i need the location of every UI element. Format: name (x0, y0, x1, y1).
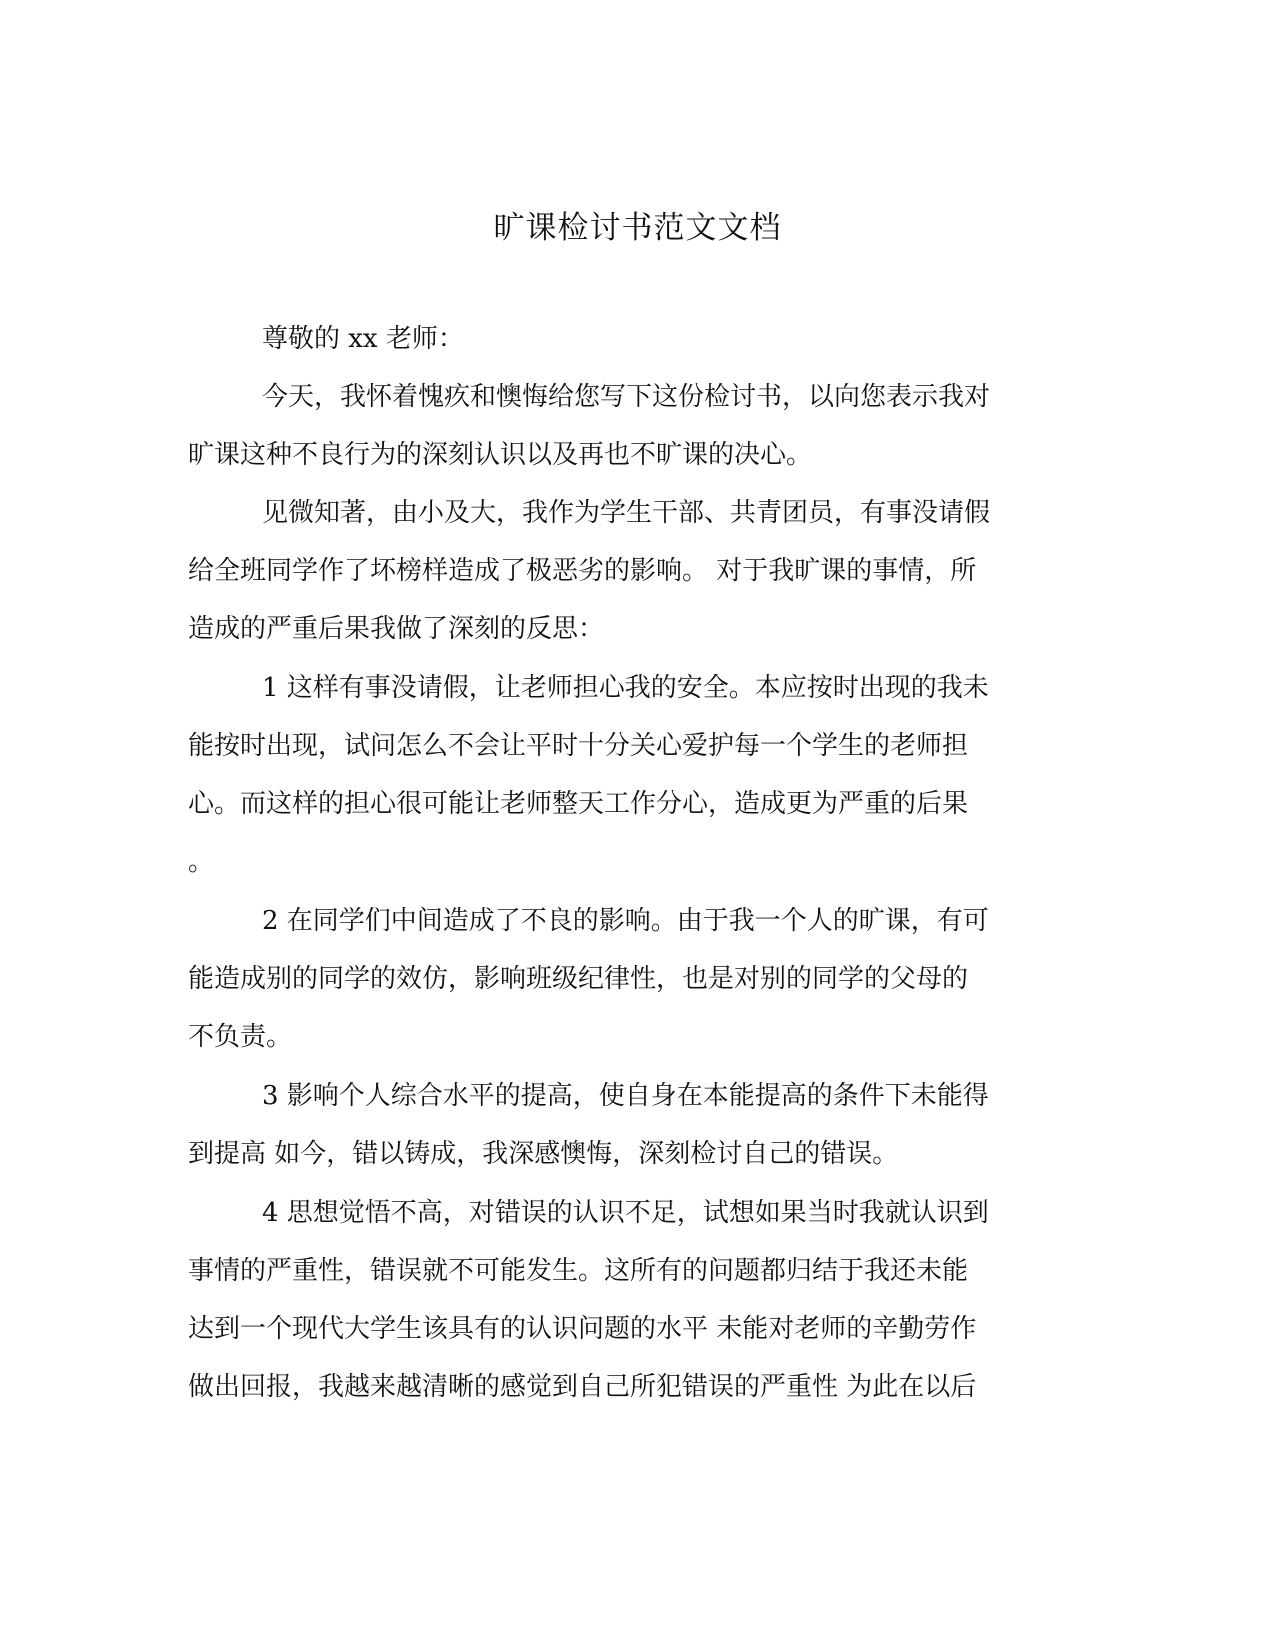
body-line: 3 影响个人综合水平的提高，使自身在本能提高的条件下未能得 (262, 1081, 989, 1111)
body-line: 见微知著，由小及大，我作为学生干部、共青团员，有事没请假 (262, 498, 991, 528)
body-line: 今天，我怀着愧疚和懊悔给您写下这份检讨书，以向您表示我对 (262, 382, 991, 412)
body-line: 2 在同学们中间造成了不良的影响。由于我一个人的旷课，有可 (262, 906, 989, 936)
body-line: 做出回报，我越来越清晰的感觉到自己所犯错误的严重性 为此在以后 (188, 1372, 977, 1402)
body-line: 心。而这样的担心很可能让老师整天工作分心，造成更为严重的后果 (188, 789, 969, 819)
body-line: 到提高 如今，错以铸成，我深感懊悔，深刻检讨自己的错误。 (188, 1139, 899, 1169)
body-line: 能按时出现，试问怎么不会让平时十分关心爱护每一个学生的老师担 (188, 731, 969, 761)
body-line: 1 这样有事没请假，让老师担心我的安全。本应按时出现的我未 (262, 673, 989, 703)
body-line: 造成的严重后果我做了深刻的反思： (188, 614, 605, 644)
body-line: 达到一个现代大学生该具有的认识问题的水平 未能对老师的辛勤劳作 (188, 1314, 977, 1344)
body-line: 能造成别的同学的效仿，影响班级纪律性，也是对别的同学的父母的 (188, 964, 969, 994)
body-line: 事情的严重性，错误就不可能发生。这所有的问题都归结于我还未能 (188, 1256, 969, 1286)
body-line: 不负责。 (188, 1022, 293, 1052)
body-line: 给全班同学作了坏榜样造成了极恶劣的影响。 对于我旷课的事情，所 (188, 556, 977, 586)
body-line: 旷课这种不良行为的深刻认识以及再也不旷课的决心。 (188, 440, 813, 470)
body-line: 4 思想觉悟不高，对错误的认识不足，试想如果当时我就认识到 (262, 1198, 989, 1228)
document-title: 旷课检讨书范文文档 (493, 210, 782, 246)
body-line: 。 (188, 847, 215, 877)
salutation-line: 尊敬的 xx 老师： (262, 324, 464, 354)
